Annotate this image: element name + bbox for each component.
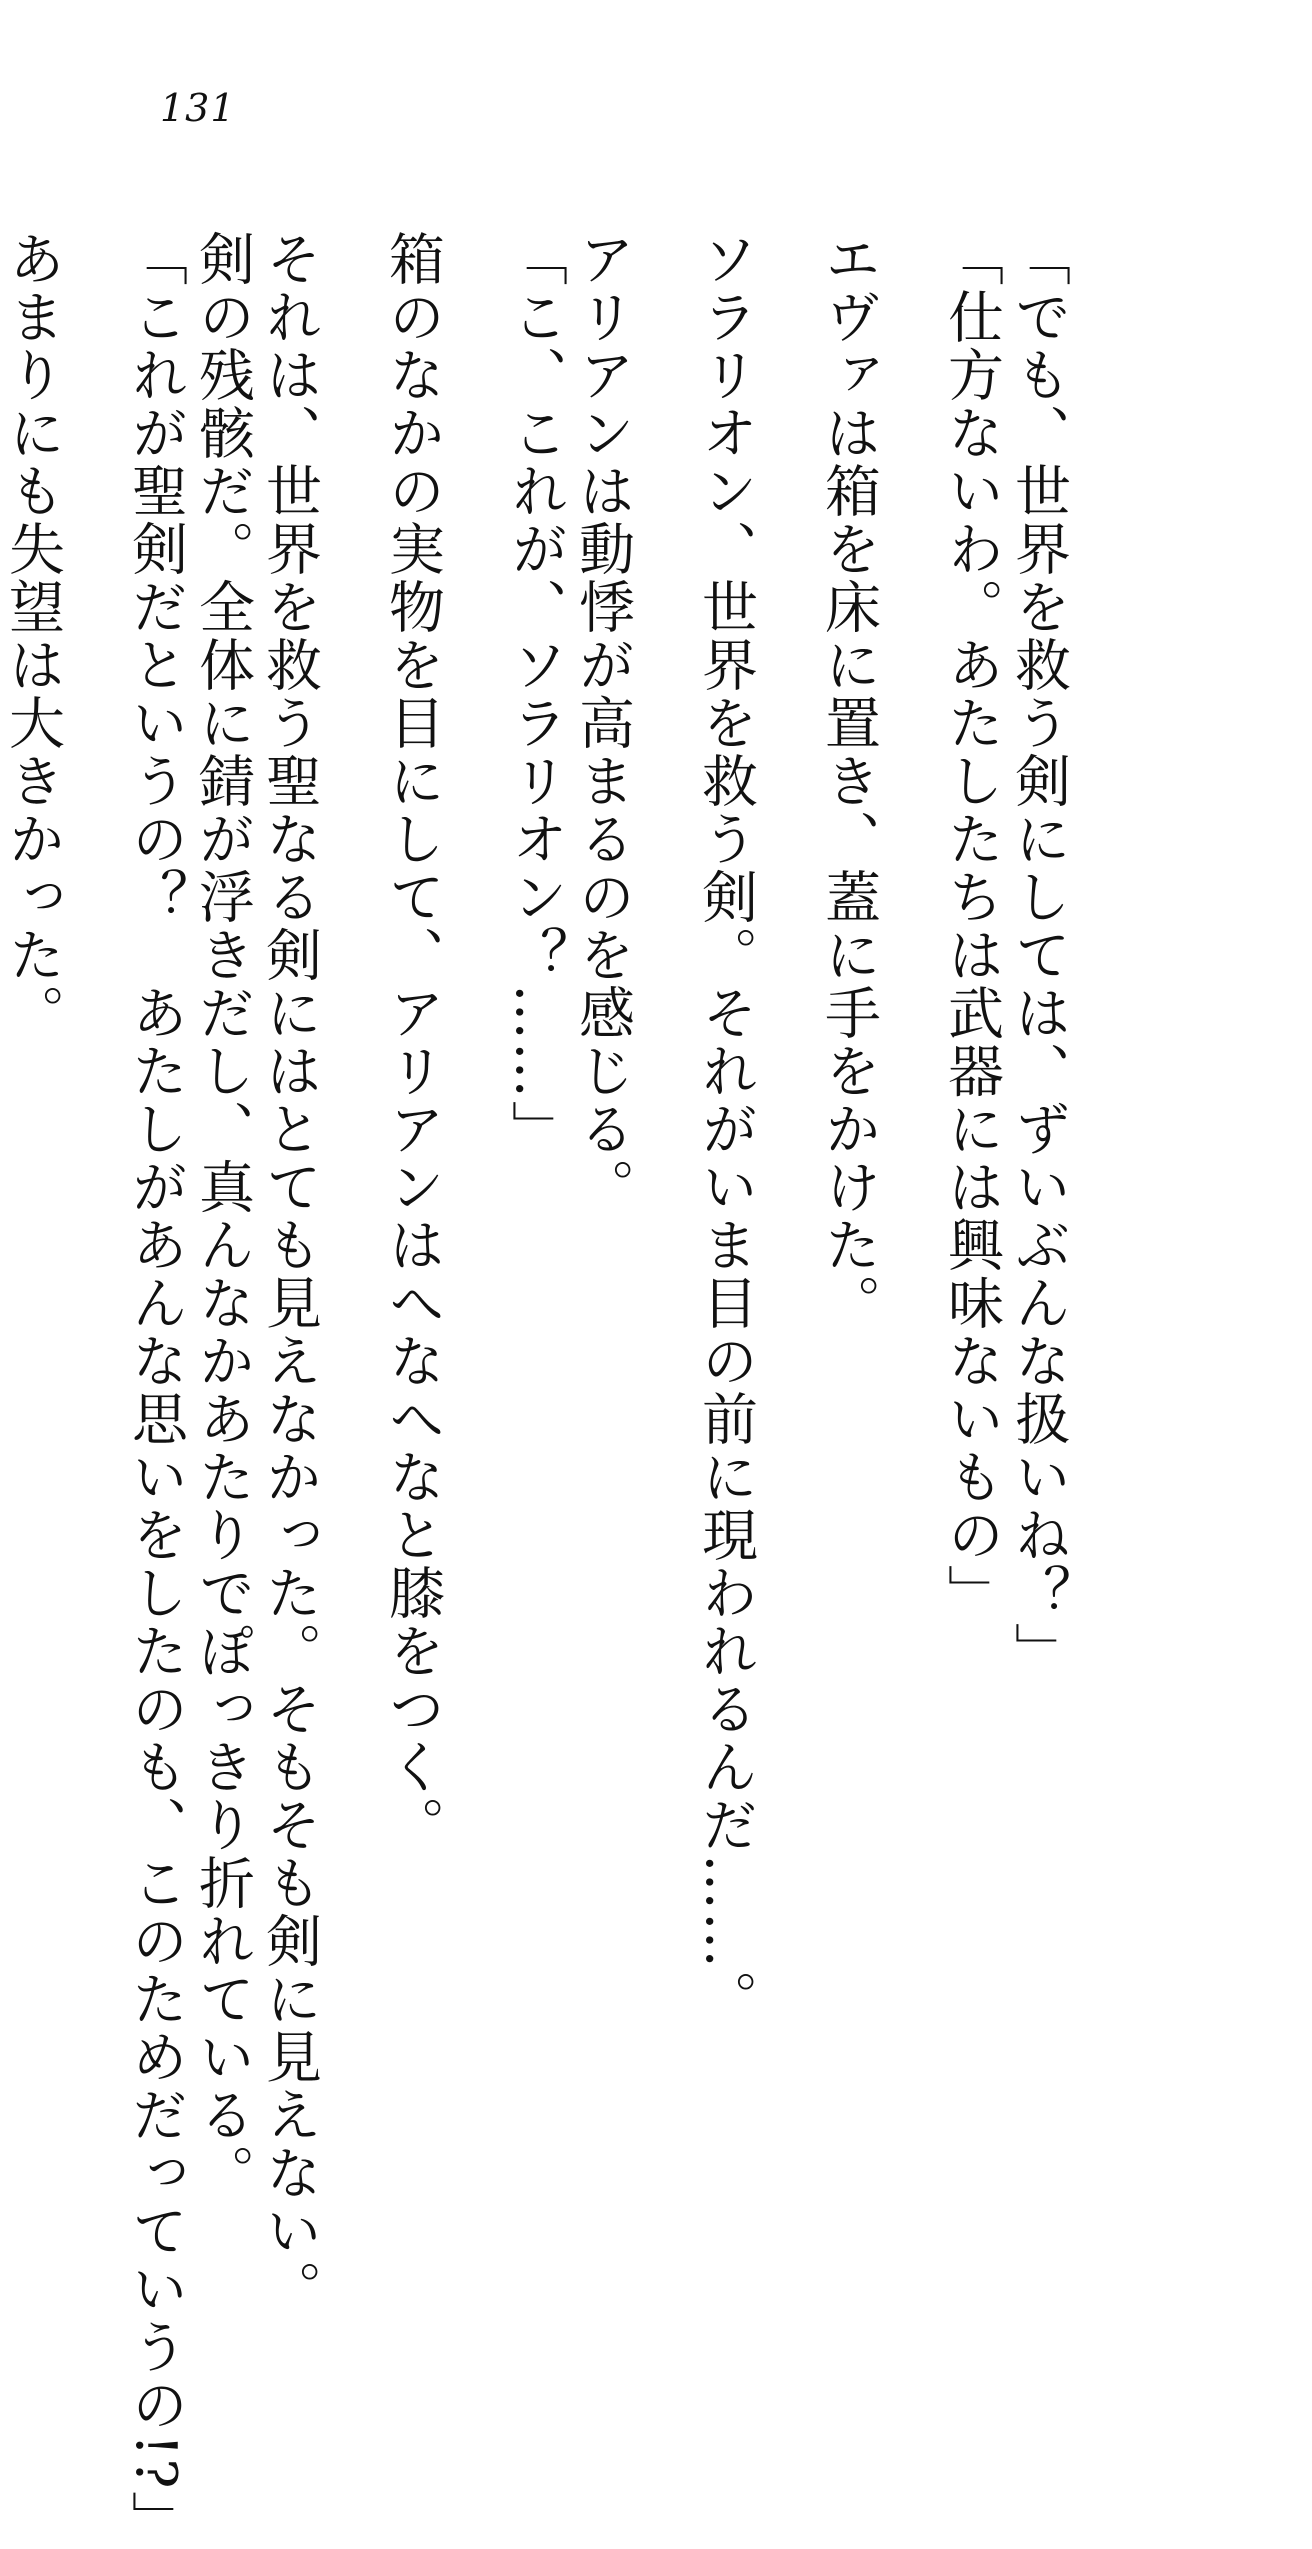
text-line: 「でも、世界を救う剣にしては、ずいぶんな扱いね？」 [1006,230,1071,1680]
text-line: 剣の残骸だ。全体に錆が浮きだし、真んなかあたりでぽっきり折れている。 [190,230,255,2202]
text-line: 「これが聖剣だというの？ あたしがあんな思いをしたのも、このためだっていうの!?」 [123,230,188,2549]
text-line: それは、世界を救う聖なる剣にはとても見えなかった。そもそも剣に見えない。 [257,230,322,2318]
text-line: アリアンは動悸が高まるのを感じる。 [570,230,635,1216]
text-line: 箱のなかの実物を目にして、アリアンはへなへなと膝をつく。 [380,230,445,1854]
text-line: 「こ、これが、ソラリオン？……」 [503,230,568,1158]
page-number: 131 [160,86,236,130]
vertical-text-body [0,230,1072,2549]
text-line: 「仕方ないわ。あたしたちは武器には興味ないもの」 [939,230,1004,1622]
text-line: あまりにも失望は大きかった。 [0,230,65,1042]
text-line: ソラリオン、世界を救う剣。それがいま目の前に現われるんだ……。 [693,230,758,2028]
text-line: エヴァは箱を床に置き、蓋に手をかけた。 [816,230,881,1332]
